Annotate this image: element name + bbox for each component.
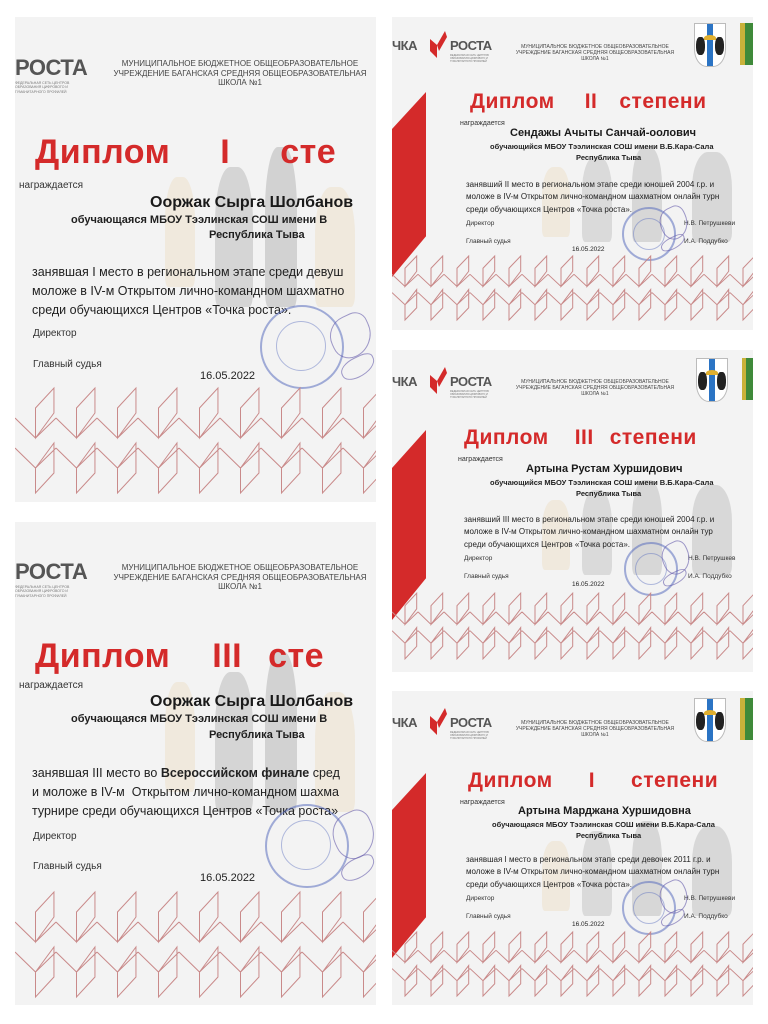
pattern-lines bbox=[392, 932, 753, 996]
text-part: сред bbox=[309, 766, 340, 780]
recipient-name: Ооржак Сырга Шолбанов bbox=[150, 693, 354, 710]
title-word: Диплом bbox=[468, 769, 553, 792]
degree: I bbox=[220, 133, 231, 171]
decorative-pattern bbox=[15, 887, 376, 1002]
recipient-region: Республика Тыва bbox=[576, 489, 642, 498]
recipient-region: Республика Тыва bbox=[209, 729, 305, 741]
title-tail: степени bbox=[619, 90, 707, 113]
director-label: Директор bbox=[466, 895, 495, 902]
tochka-rosta-logo-icon bbox=[426, 365, 448, 395]
diploma-title bbox=[35, 133, 336, 172]
director-name: Н.В. Петрушкеви bbox=[684, 220, 736, 227]
director-label: Директор bbox=[466, 220, 495, 227]
director-name: Н.В. Петрушкев bbox=[688, 555, 736, 562]
district-coat-of-arms bbox=[740, 698, 753, 740]
logo-subtitle: ФЕДЕРАЛЬНАЯ СЕТЬ ЦЕНТРОВ ОБРАЗОВАНИЯ ЦИФРОВОГО И ГУМАНИТАРНОГО ПРОФИЛЕЙ bbox=[450, 731, 489, 741]
degree: II bbox=[584, 90, 598, 113]
recipient-school: обучающаяся МБОУ Тээлинская СОШ имени В bbox=[71, 713, 328, 725]
achievement-line: занявший III место в региональном этапе среди юношей 2004 г.р. и bbox=[464, 515, 715, 524]
recipient-region: Республика Тыва bbox=[209, 229, 305, 241]
recipient-region: Республика Тыва bbox=[576, 153, 642, 162]
diploma-card-5 bbox=[392, 691, 753, 1005]
org-line: УЧРЕЖДЕНИЕ БАГАНСКАЯ СРЕДНЯЯ ОБЩЕОБРАЗОВАТЕЛЬНАЯ bbox=[515, 726, 675, 732]
org-line: ШКОЛА №1 bbox=[581, 56, 609, 62]
recipient-name: Артына Марджана Хуршидовна bbox=[518, 805, 691, 817]
diploma-title bbox=[35, 637, 324, 676]
diploma-date: 16.05.2022 bbox=[572, 246, 605, 253]
official-stamp bbox=[260, 305, 344, 389]
achievement-line: занявшая I место в региональном этапе среди девочек 2011 г.р. и bbox=[466, 855, 711, 864]
logo-rosta: РОСТА bbox=[450, 374, 492, 389]
recipient-school: обучающийся МБОУ Тээлинская СОШ имени В.Б.Кара-Сала bbox=[490, 478, 714, 487]
recipient-name: Сендажы Ачыты Санчай-оолович bbox=[510, 127, 697, 139]
recipient-school: обучающийся МБОУ Тээлинская СОШ имени В.Б.Кара-Сала bbox=[490, 142, 714, 151]
achievement-line: среди обучающихся Центров «Точка роста». bbox=[464, 539, 630, 549]
achievement-line: моложе в IV-м Открытом лично-командном шахматном онлайн турн bbox=[466, 867, 720, 877]
awarded-label: награждается bbox=[458, 456, 503, 463]
diploma-card-4 bbox=[392, 350, 753, 672]
judge-name: И.А. Поддубко bbox=[684, 913, 728, 920]
diploma-date: 16.05.2022 bbox=[200, 872, 256, 884]
logo-tochka-prefix: ЧКА bbox=[392, 38, 417, 53]
logo-tochka-prefix: ЧКА bbox=[392, 374, 417, 389]
recipient-region: Республика Тыва bbox=[576, 831, 642, 840]
district-coat-of-arms bbox=[740, 23, 753, 65]
school-name bbox=[105, 59, 375, 88]
org-line: МУНИЦИПАЛЬНОЕ БЮДЖЕТНОЕ ОБЩЕОБРАЗОВАТЕЛЬНОЕ bbox=[521, 44, 669, 50]
logo-rosta: РОСТА bbox=[15, 55, 88, 80]
pattern-lines bbox=[15, 892, 376, 997]
logo-subtitle: ФЕДЕРАЛЬНАЯ СЕТЬ ЦЕНТРОВ ОБРАЗОВАНИЯ ЦИФРОВОГО И ГУМАНИТАРНОГО ПРОФИЛЕЙ bbox=[450, 54, 489, 64]
title-tail: степени bbox=[631, 769, 719, 792]
school-name bbox=[510, 720, 680, 738]
logo-rosta: РОСТА bbox=[15, 559, 88, 584]
org-line: УЧРЕЖДЕНИЕ БАГАНСКАЯ СРЕДНЯЯ ОБЩЕОБРАЗОВАТЕЛЬНАЯ bbox=[515, 50, 675, 56]
diploma-title bbox=[468, 769, 718, 793]
achievement-line: моложе в IV-м Открытом лично-командном шахматно bbox=[32, 283, 345, 298]
awarded-label: награждается bbox=[19, 680, 84, 691]
tochka-rosta-logo-icon bbox=[426, 29, 448, 59]
achievement-line: турнире среди обучающихся Центров «Точка роста» bbox=[32, 803, 339, 818]
degree: III bbox=[212, 637, 243, 675]
achievement-line bbox=[32, 764, 340, 783]
pattern-lines bbox=[15, 388, 376, 493]
org-line: МУНИЦИПАЛЬНОЕ БЮДЖЕТНОЕ ОБЩЕОБРАЗОВАТЕЛЬНОЕ bbox=[121, 59, 359, 68]
tochka-rosta-logo-icon bbox=[426, 706, 448, 736]
text-bold: Всероссийском финале bbox=[160, 766, 310, 780]
school-name bbox=[510, 44, 680, 62]
title-tail: сте bbox=[268, 637, 325, 675]
logo-rosta: РОСТА bbox=[450, 38, 492, 53]
achievement-line: среди обучающихся Центров «Точка роста». bbox=[466, 204, 632, 214]
org-line: ШКОЛА №1 bbox=[218, 582, 262, 592]
title-tail: сте bbox=[280, 133, 337, 171]
director-name: Н.В. Петрушкеви bbox=[684, 895, 736, 902]
achievement-line: моложе в IV-м Открытом лично-командном шахматном онлайн турн bbox=[466, 192, 720, 202]
diploma-title bbox=[464, 426, 697, 450]
judge-name: И.А. Поддубко bbox=[684, 238, 728, 245]
district-coat-of-arms bbox=[742, 358, 753, 400]
diploma-date: 16.05.2022 bbox=[200, 370, 256, 382]
org-line: ШКОЛА №1 bbox=[581, 391, 609, 397]
school-name bbox=[510, 379, 680, 397]
achievement-line: занявшая I место в региональном этапе среди девуш bbox=[32, 265, 344, 279]
judge-label: Главный судья bbox=[464, 573, 509, 580]
org-line: МУНИЦИПАЛЬНОЕ БЮДЖЕТНОЕ ОБЩЕОБРАЗОВАТЕЛЬНОЕ bbox=[121, 563, 359, 572]
achievement-line: моложе в IV-м Открытом лично-командном шахматном онлайн тур bbox=[464, 527, 713, 537]
diploma-title bbox=[470, 90, 706, 114]
logo-subtitle: ФЕДЕРАЛЬНАЯ СЕТЬ ЦЕНТРОВ ОБРАЗОВАНИЯ ЦИФРОВОГО И ГУМАНИТАРНОГО ПРОФИЛЕЙ bbox=[450, 390, 489, 400]
judge-name: И.А. Поддубко bbox=[688, 573, 732, 580]
title-word: Диплом bbox=[464, 426, 549, 449]
pattern-lines bbox=[392, 256, 753, 320]
org-line: ШКОЛА №1 bbox=[581, 732, 609, 738]
red-accent-shape bbox=[392, 92, 426, 277]
achievement-line: среди обучающихся Центров «Точка роста». bbox=[466, 879, 632, 889]
awarded-label: награждается bbox=[460, 799, 505, 806]
judge-label: Главный судья bbox=[33, 861, 102, 872]
awarded-label: награждается bbox=[460, 120, 505, 127]
decorative-pattern bbox=[392, 929, 753, 999]
diploma-card-1 bbox=[15, 17, 376, 502]
novosibirsk-coat-of-arms bbox=[694, 698, 726, 742]
decorative-pattern bbox=[392, 253, 753, 323]
recipient-school: обучающаяся МБОУ Тээлинская СОШ имени В.Б.Кара-Сала bbox=[492, 820, 715, 829]
awarded-label: награждается bbox=[19, 180, 84, 191]
decorative-pattern bbox=[392, 590, 753, 662]
diploma-card-2 bbox=[15, 522, 376, 1005]
diploma-date: 16.05.2022 bbox=[572, 581, 605, 588]
org-line: МУНИЦИПАЛЬНОЕ БЮДЖЕТНОЕ ОБЩЕОБРАЗОВАТЕЛЬНОЕ bbox=[521, 720, 669, 726]
novosibirsk-coat-of-arms bbox=[694, 23, 726, 67]
logo-tochka-prefix: ЧКА bbox=[392, 715, 417, 730]
degree: I bbox=[588, 769, 596, 792]
recipient-name: Ооржак Сырга Шолбанов bbox=[150, 194, 354, 211]
novosibirsk-coat-of-arms bbox=[696, 358, 728, 402]
judge-label: Главный судья bbox=[33, 359, 102, 370]
achievement-line: и моложе в IV-м Открытом лично-командном шахма bbox=[32, 784, 339, 799]
logo-rosta: РОСТА bbox=[450, 715, 492, 730]
recipient-name: Артына Рустам Хуршидович bbox=[526, 463, 683, 475]
director-label: Директор bbox=[33, 831, 77, 842]
org-line: УЧРЕЖДЕНИЕ БАГАНСКАЯ СРЕДНЯЯ ОБЩЕОБРАЗОВАТЕЛЬНАЯ bbox=[515, 385, 675, 391]
title-tail: степени bbox=[609, 426, 697, 449]
school-name bbox=[105, 563, 375, 592]
title-word: Диплом bbox=[470, 90, 555, 113]
org-line: УЧРЕЖДЕНИЕ БАГАНСКАЯ СРЕДНЯЯ ОБЩЕОБРАЗОВАТЕЛЬНАЯ bbox=[113, 68, 367, 78]
org-line: УЧРЕЖДЕНИЕ БАГАНСКАЯ СРЕДНЯЯ ОБЩЕОБРАЗОВАТЕЛЬНАЯ bbox=[113, 572, 367, 582]
org-line: ШКОЛА №1 bbox=[218, 78, 262, 88]
director-label: Директор bbox=[464, 555, 493, 562]
degree: III bbox=[574, 426, 594, 449]
director-label: Директор bbox=[33, 328, 77, 339]
title-word: Диплом bbox=[35, 133, 171, 171]
title-word: Диплом bbox=[35, 637, 171, 675]
judge-label: Главный судья bbox=[466, 238, 511, 245]
achievement-line: среди обучающихся Центров «Точка роста». bbox=[32, 302, 292, 317]
org-line: МУНИЦИПАЛЬНОЕ БЮДЖЕТНОЕ ОБЩЕОБРАЗОВАТЕЛЬНОЕ bbox=[521, 379, 669, 385]
diploma-date: 16.05.2022 bbox=[572, 921, 605, 928]
decorative-pattern bbox=[15, 383, 376, 498]
judge-label: Главный судья bbox=[466, 913, 511, 920]
recipient-school: обучающаяся МБОУ Тээлинская СОШ имени В bbox=[71, 214, 328, 226]
pattern-lines bbox=[392, 593, 753, 659]
logo-subtitle: ФЕДЕРАЛЬНАЯ СЕТЬ ЦЕНТРОВ ОБРАЗОВАНИЯ ЦИФРОВОГО И ГУМАНИТАРНОГО ПРОФИЛЕЙ bbox=[15, 585, 70, 598]
diploma-card-3 bbox=[392, 17, 753, 330]
logo-subtitle: ФЕДЕРАЛЬНАЯ СЕТЬ ЦЕНТРОВ ОБРАЗОВАНИЯ ЦИФРОВОГО И ГУМАНИТАРНОГО ПРОФИЛЕЙ bbox=[15, 81, 70, 94]
achievement-line: занявший II место в региональном этапе среди юношей 2004 г.р. и bbox=[466, 180, 715, 189]
text-part: занявшая III место во bbox=[32, 766, 161, 780]
